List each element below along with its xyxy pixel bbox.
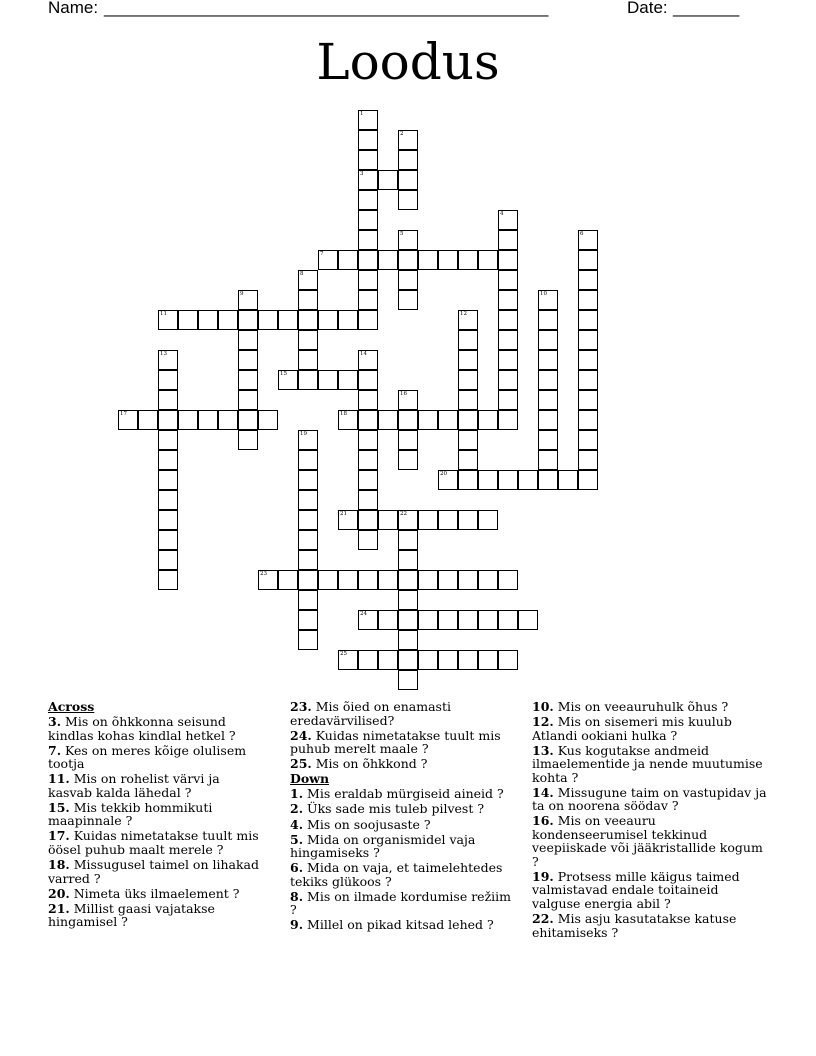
grid-cell[interactable] xyxy=(538,330,558,350)
grid-cell[interactable] xyxy=(418,570,438,590)
grid-cell[interactable] xyxy=(378,570,398,590)
grid-cell[interactable] xyxy=(358,430,378,450)
grid-cell[interactable] xyxy=(538,470,558,490)
grid-number: 4 xyxy=(500,211,504,217)
clue-item xyxy=(48,801,263,828)
grid-cell[interactable] xyxy=(578,370,598,390)
grid-cell[interactable] xyxy=(158,490,178,510)
grid-cell[interactable] xyxy=(378,170,398,190)
grid-cell[interactable] xyxy=(238,430,258,450)
grid-cell[interactable] xyxy=(398,290,418,310)
grid-cell[interactable] xyxy=(578,250,598,270)
date-field[interactable]: _______ xyxy=(673,0,740,17)
grid-number: 17 xyxy=(120,411,127,417)
grid-cell[interactable] xyxy=(358,470,378,490)
grid-cell[interactable] xyxy=(358,650,378,670)
clue-item xyxy=(290,700,512,727)
clue-text: Missugusel taimel on lihakad varred ? xyxy=(48,857,260,886)
name-label: Name: xyxy=(48,0,99,17)
grid-number: 25 xyxy=(340,651,347,657)
grid-cell[interactable] xyxy=(398,150,418,170)
grid-cell[interactable] xyxy=(398,550,418,570)
grid-number: 20 xyxy=(440,471,447,477)
clue-item xyxy=(532,715,768,742)
grid-cell[interactable] xyxy=(358,150,378,170)
grid-number: 7 xyxy=(320,251,324,257)
grid-cell[interactable] xyxy=(478,410,498,430)
clue-text: Mis on õhkkond ? xyxy=(311,756,428,772)
grid-cell[interactable] xyxy=(498,230,518,250)
grid-cell[interactable] xyxy=(158,370,178,390)
clue-number: 5. xyxy=(290,831,304,847)
grid-cell[interactable] xyxy=(158,510,178,530)
grid-cell[interactable] xyxy=(318,370,338,390)
grid-cell[interactable] xyxy=(578,410,598,430)
across-heading: Across xyxy=(48,699,95,714)
clue-column-3 xyxy=(532,700,768,941)
clue-item xyxy=(48,858,263,885)
grid-cell[interactable] xyxy=(198,410,218,430)
clue-number: 10. xyxy=(532,699,554,714)
clue-text: Mis on soojusaste ? xyxy=(303,816,431,832)
clue-item xyxy=(532,814,768,868)
grid-cell[interactable] xyxy=(418,610,438,630)
grid-cell[interactable] xyxy=(358,370,378,390)
grid-cell[interactable] xyxy=(418,250,438,270)
clue-text: Millist gaasi vajatakse hingamisel ? xyxy=(48,900,215,930)
clue-item xyxy=(290,818,512,832)
clue-text: Kes on meres kõige olulisem tootja xyxy=(48,742,247,772)
grid-cell[interactable] xyxy=(358,490,378,510)
grid-cell[interactable] xyxy=(398,590,418,610)
clue-text: Mida on vaja, et taimelehtedes tekiks glükoos ? xyxy=(290,860,503,889)
clue-number: 8. xyxy=(290,888,304,904)
clue-text: Mis asju kasutatakse katuse ehitamiseks ? xyxy=(532,911,737,940)
grid-number: 3 xyxy=(360,171,364,177)
grid-number: 14 xyxy=(360,351,367,357)
grid-cell[interactable] xyxy=(398,270,418,290)
grid-cell[interactable] xyxy=(498,650,518,670)
clue-text: Üks sade mis tuleb pilvest ? xyxy=(303,801,485,817)
clue-text: Kuidas nimetatakse tuult mis puhub merelt maale ? xyxy=(290,727,501,757)
grid-cell[interactable] xyxy=(158,450,178,470)
grid-cell[interactable] xyxy=(298,590,318,610)
clue-text: Kus kogutakse andmeid ilmaelementide ja nende muutumise kohta ? xyxy=(532,742,763,785)
grid-cell[interactable] xyxy=(238,330,258,350)
grid-number: 15 xyxy=(280,371,287,377)
clue-item xyxy=(532,744,768,785)
clue-item xyxy=(48,829,263,856)
grid-cell[interactable] xyxy=(238,310,258,330)
grid-cell[interactable] xyxy=(538,450,558,470)
grid-number: 10 xyxy=(540,291,547,297)
clue-text: Missugune taim on vastupidav ja ta on noorena söödav ? xyxy=(532,784,767,814)
clue-column-1 xyxy=(48,700,263,930)
grid-cell[interactable] xyxy=(438,250,458,270)
grid-cell[interactable] xyxy=(298,330,318,350)
grid-cell[interactable] xyxy=(458,350,478,370)
grid-cell[interactable] xyxy=(358,310,378,330)
grid-cell[interactable] xyxy=(298,490,318,510)
grid-number: 18 xyxy=(340,411,347,417)
clue-text: Mida on organismidel vaja hingamiseks ? xyxy=(290,831,476,861)
grid-cell[interactable] xyxy=(398,170,418,190)
grid-cell[interactable] xyxy=(538,350,558,370)
grid-cell[interactable] xyxy=(538,410,558,430)
grid-cell[interactable] xyxy=(458,570,478,590)
clue-text: Mis õied on enamasti eredavärvilised? xyxy=(290,699,451,728)
grid-cell[interactable] xyxy=(158,410,178,430)
clue-item xyxy=(48,744,263,771)
grid-number: 12 xyxy=(460,311,467,317)
grid-cell[interactable] xyxy=(358,210,378,230)
grid-cell[interactable] xyxy=(438,570,458,590)
grid-cell[interactable] xyxy=(378,250,398,270)
grid-cell[interactable] xyxy=(498,370,518,390)
clue-item xyxy=(48,887,263,901)
clue-number: 11. xyxy=(48,771,70,787)
grid-cell[interactable] xyxy=(458,610,478,630)
grid-cell[interactable] xyxy=(398,670,418,690)
grid-cell[interactable] xyxy=(478,570,498,590)
clue-text: Mis on õhkkonna seisund kindlas kohas kindlal hetkel ? xyxy=(48,714,236,743)
grid-cell[interactable] xyxy=(578,450,598,470)
clue-item xyxy=(48,715,263,742)
clue-number: 23. xyxy=(290,699,312,714)
grid-cell[interactable] xyxy=(398,530,418,550)
grid-cell[interactable] xyxy=(298,510,318,530)
clue-item xyxy=(532,912,768,939)
name-field[interactable]: _______________________________________________ xyxy=(104,0,549,17)
grid-number: 23 xyxy=(260,571,267,577)
clue-item xyxy=(290,757,512,771)
clue-item xyxy=(532,870,768,911)
grid-cell[interactable] xyxy=(298,630,318,650)
grid-cell[interactable] xyxy=(498,290,518,310)
grid-cell[interactable] xyxy=(458,390,478,410)
clue-text: Nimeta üks ilmaelement ? xyxy=(69,885,240,901)
grid-cell[interactable] xyxy=(538,370,558,390)
grid-cell[interactable] xyxy=(498,270,518,290)
grid-cell[interactable] xyxy=(378,510,398,530)
grid-cell[interactable] xyxy=(298,350,318,370)
grid-cell[interactable] xyxy=(298,470,318,490)
grid-cell[interactable] xyxy=(498,410,518,430)
clue-item xyxy=(48,902,263,929)
grid-cell[interactable] xyxy=(358,250,378,270)
clue-number: 25. xyxy=(290,756,312,772)
grid-cell[interactable] xyxy=(578,270,598,290)
clue-number: 1. xyxy=(290,786,304,802)
grid-cell[interactable] xyxy=(458,450,478,470)
grid-cell[interactable] xyxy=(478,510,498,530)
grid-cell[interactable] xyxy=(158,550,178,570)
grid-cell[interactable] xyxy=(398,630,418,650)
grid-cell[interactable] xyxy=(478,470,498,490)
grid-cell[interactable] xyxy=(498,250,518,270)
grid-cell[interactable] xyxy=(238,390,258,410)
clue-number: 6. xyxy=(290,860,304,876)
grid-cell[interactable] xyxy=(498,610,518,630)
grid-cell[interactable] xyxy=(498,390,518,410)
grid-cell[interactable] xyxy=(358,190,378,210)
grid-cell[interactable] xyxy=(238,370,258,390)
grid-cell[interactable] xyxy=(358,290,378,310)
clue-text: Mis eraldab mürgiseid aineid ? xyxy=(303,786,504,802)
grid-cell[interactable] xyxy=(558,470,578,490)
grid-cell[interactable] xyxy=(478,610,498,630)
date-label: Date: xyxy=(627,0,668,17)
grid-cell[interactable] xyxy=(418,410,438,430)
grid-number: 2 xyxy=(400,131,404,137)
clue-item xyxy=(290,918,512,932)
grid-cell[interactable] xyxy=(458,430,478,450)
grid-cell[interactable] xyxy=(398,190,418,210)
grid-cell[interactable] xyxy=(298,450,318,470)
grid-cell[interactable] xyxy=(418,510,438,530)
grid-cell[interactable] xyxy=(178,310,198,330)
clue-item xyxy=(290,861,512,888)
grid-cell[interactable] xyxy=(578,290,598,310)
grid-cell[interactable] xyxy=(378,410,398,430)
grid-cell[interactable] xyxy=(298,570,318,590)
grid-cell[interactable] xyxy=(298,370,318,390)
grid-cell[interactable] xyxy=(398,410,418,430)
clue-text: Protsess mille käigus taimed valmistavad endale toitaineid valguse energia abil ? xyxy=(532,868,740,911)
grid-number: 1 xyxy=(360,111,364,117)
clue-number: 21. xyxy=(48,900,70,916)
grid-cell[interactable] xyxy=(358,510,378,530)
clue-column-2 xyxy=(290,700,512,934)
grid-cell[interactable] xyxy=(158,430,178,450)
grid-number: 21 xyxy=(340,511,347,517)
clue-number: 24. xyxy=(290,727,312,743)
grid-cell[interactable] xyxy=(298,610,318,630)
clue-item xyxy=(532,700,768,714)
grid-number: 19 xyxy=(300,431,307,437)
grid-cell[interactable] xyxy=(518,610,538,630)
grid-cell[interactable] xyxy=(258,310,278,330)
grid-number: 24 xyxy=(360,611,367,617)
grid-cell[interactable] xyxy=(298,290,318,310)
clue-text: Mis on veeauru kondenseerumisel tekkinud veepiiskade või jääkristallide kogum ? xyxy=(532,813,763,869)
grid-number: 8 xyxy=(300,271,304,277)
clue-number: 13. xyxy=(532,742,554,758)
grid-cell[interactable] xyxy=(238,410,258,430)
clue-item xyxy=(290,729,512,756)
grid-cell[interactable] xyxy=(318,570,338,590)
grid-cell[interactable] xyxy=(358,230,378,250)
grid-cell[interactable] xyxy=(218,410,238,430)
grid-cell[interactable] xyxy=(358,130,378,150)
grid-cell[interactable] xyxy=(158,570,178,590)
page-title: Loodus xyxy=(316,33,500,91)
grid-cell[interactable] xyxy=(358,570,378,590)
grid-cell[interactable] xyxy=(358,410,378,430)
clue-text: Kuidas nimetatakse tuult mis öösel puhub maalt merele ? xyxy=(48,828,259,857)
grid-cell[interactable] xyxy=(478,650,498,670)
grid-cell[interactable] xyxy=(498,470,518,490)
grid-cell[interactable] xyxy=(338,250,358,270)
grid-cell[interactable] xyxy=(178,410,198,430)
grid-cell[interactable] xyxy=(498,310,518,330)
grid-number: 13 xyxy=(160,351,167,357)
clue-number: 15. xyxy=(48,799,70,815)
clue-number: 14. xyxy=(532,784,554,800)
grid-cell[interactable] xyxy=(578,350,598,370)
grid-cell[interactable] xyxy=(338,310,358,330)
grid-cell[interactable] xyxy=(398,570,418,590)
grid-cell[interactable] xyxy=(538,310,558,330)
clue-number: 16. xyxy=(532,813,554,829)
grid-cell[interactable] xyxy=(158,530,178,550)
grid-cell[interactable] xyxy=(258,410,278,430)
clue-item xyxy=(48,772,263,799)
grid-cell[interactable] xyxy=(358,450,378,470)
grid-cell[interactable] xyxy=(498,350,518,370)
grid-cell[interactable] xyxy=(438,650,458,670)
grid-cell[interactable] xyxy=(158,390,178,410)
grid-cell[interactable] xyxy=(298,530,318,550)
grid-cell[interactable] xyxy=(198,310,218,330)
clue-number: 19. xyxy=(532,868,554,884)
clue-text: Mis on veeauruhulk õhus ? xyxy=(553,699,729,714)
clue-number: 4. xyxy=(290,816,304,832)
grid-number: 5 xyxy=(400,231,404,237)
grid-cell[interactable] xyxy=(358,390,378,410)
clue-item xyxy=(290,833,512,860)
grid-cell[interactable] xyxy=(578,390,598,410)
grid-cell[interactable] xyxy=(238,350,258,370)
clue-number: 2. xyxy=(290,801,304,817)
grid-cell[interactable] xyxy=(538,430,558,450)
grid-cell[interactable] xyxy=(498,570,518,590)
grid-number: 22 xyxy=(400,511,407,517)
grid-cell[interactable] xyxy=(438,410,458,430)
grid-cell[interactable] xyxy=(278,570,298,590)
clue-item xyxy=(290,802,512,816)
grid-cell[interactable] xyxy=(318,310,338,330)
grid-cell[interactable] xyxy=(398,450,418,470)
grid-cell[interactable] xyxy=(278,310,298,330)
grid-cell[interactable] xyxy=(578,330,598,350)
grid-number: 6 xyxy=(580,231,584,237)
clue-number: 18. xyxy=(48,857,70,873)
grid-cell[interactable] xyxy=(458,470,478,490)
grid-cell[interactable] xyxy=(458,330,478,350)
grid-cell[interactable] xyxy=(138,410,158,430)
grid-cell[interactable] xyxy=(398,250,418,270)
clue-text: Millel on pikad kitsad lehed ? xyxy=(303,917,494,933)
clue-item xyxy=(290,890,512,917)
grid-cell[interactable] xyxy=(518,470,538,490)
grid-cell[interactable] xyxy=(338,370,358,390)
clue-item xyxy=(532,786,768,813)
grid-cell[interactable] xyxy=(398,610,418,630)
grid-cell[interactable] xyxy=(398,430,418,450)
grid-cell[interactable] xyxy=(458,650,478,670)
grid-cell[interactable] xyxy=(458,410,478,430)
clue-number: 22. xyxy=(532,911,554,927)
grid-number: 16 xyxy=(400,391,407,397)
grid-number: 9 xyxy=(240,291,244,297)
grid-cell[interactable] xyxy=(298,310,318,330)
grid-cell[interactable] xyxy=(458,370,478,390)
grid-cell[interactable] xyxy=(338,570,358,590)
grid-cell[interactable] xyxy=(538,390,558,410)
clue-number: 3. xyxy=(48,714,62,730)
clue-number: 7. xyxy=(48,742,62,758)
grid-cell[interactable] xyxy=(578,470,598,490)
grid-cell[interactable] xyxy=(358,270,378,290)
clue-text: Mis on rohelist värvi ja kasvab kalda lähedal ? xyxy=(48,771,220,800)
grid-cell[interactable] xyxy=(458,510,478,530)
clue-item xyxy=(290,787,512,801)
grid-cell[interactable] xyxy=(378,650,398,670)
grid-cell[interactable] xyxy=(358,530,378,550)
grid-cell[interactable] xyxy=(398,650,418,670)
clue-number: 12. xyxy=(532,714,554,730)
grid-cell[interactable] xyxy=(478,250,498,270)
grid-number: 11 xyxy=(160,311,167,317)
clue-number: 9. xyxy=(290,917,304,933)
clue-number: 20. xyxy=(48,885,70,901)
grid-cell[interactable] xyxy=(298,550,318,570)
grid-cell[interactable] xyxy=(438,510,458,530)
clue-number: 17. xyxy=(48,828,70,844)
grid-cell[interactable] xyxy=(418,650,438,670)
grid-cell[interactable] xyxy=(158,470,178,490)
clue-text: Mis tekkib hommikuti maapinnale ? xyxy=(48,799,213,829)
grid-cell[interactable] xyxy=(578,430,598,450)
grid-cell[interactable] xyxy=(218,310,238,330)
grid-cell[interactable] xyxy=(438,610,458,630)
grid-cell[interactable] xyxy=(578,310,598,330)
clue-text: Mis on sisemeri mis kuulub Atlandi ookiani hulka ? xyxy=(532,714,732,743)
grid-cell[interactable] xyxy=(458,250,478,270)
down-heading: Down xyxy=(290,771,330,787)
grid-cell[interactable] xyxy=(498,330,518,350)
grid-cell[interactable] xyxy=(378,610,398,630)
clue-text: Mis on ilmade kordumise režiim ? xyxy=(290,888,512,918)
